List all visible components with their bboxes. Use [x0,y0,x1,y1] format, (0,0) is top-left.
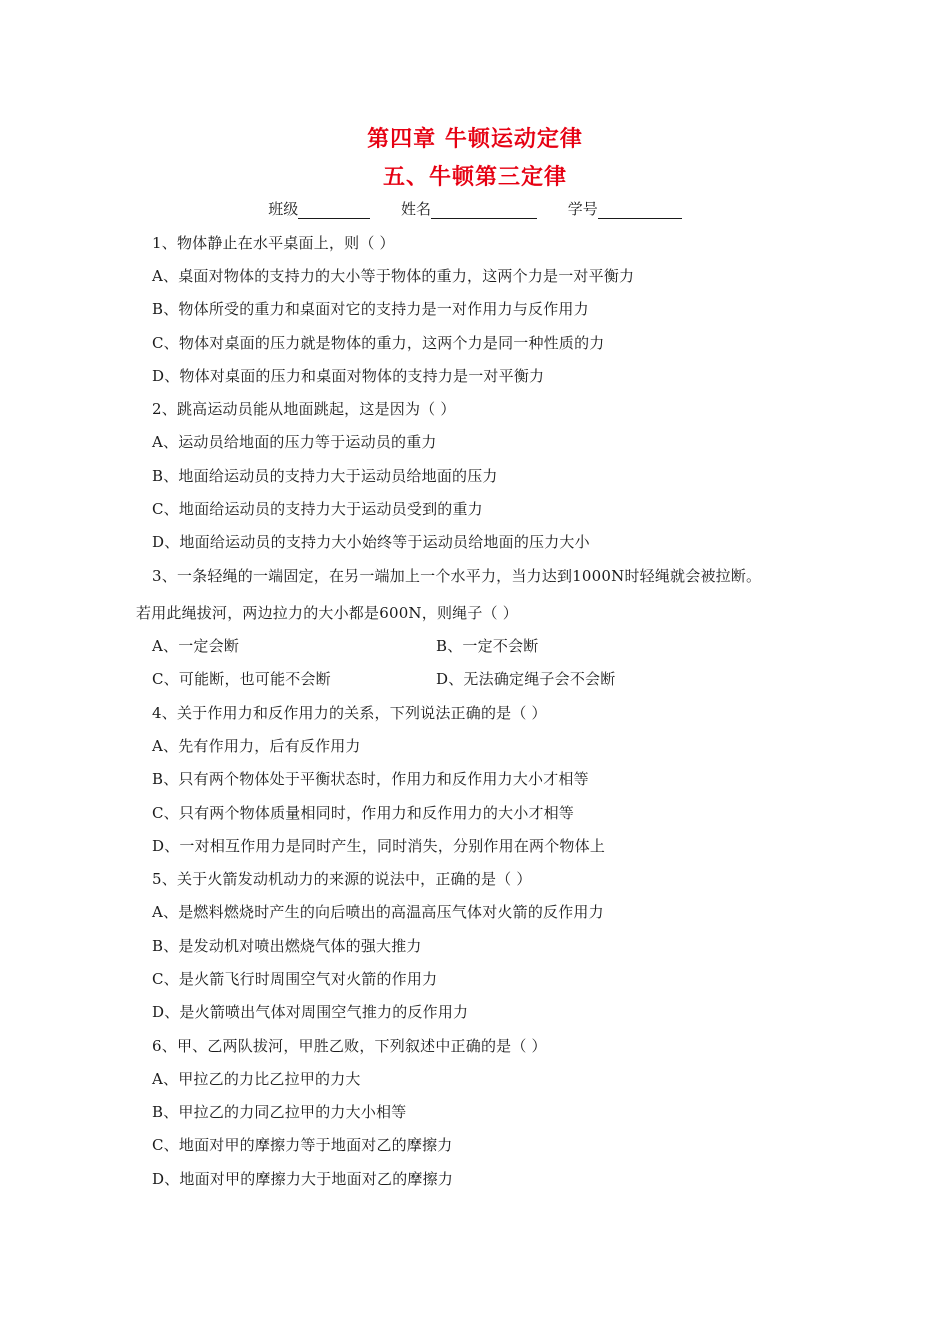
question-4-option-a: A、先有作用力，后有反作用力 [152,737,361,755]
question-5-option-c: C、是火箭飞行时周围空气对火箭的作用力 [152,970,438,988]
question-4-stem: 4、关于作用力和反作用力的关系，下列说法正确的是（ ） [152,704,547,722]
question-4-option-b: B、只有两个物体处于平衡状态时，作用力和反作用力大小才相等 [152,770,589,788]
question-6-stem: 6、甲、乙两队拔河，甲胜乙败，下列叙述中正确的是（ ） [152,1037,547,1055]
question-3-option-a: A、一定会断 [152,637,240,655]
question-3-stem: 3、一条轻绳的一端固定，在另一端加上一个水平力，当力达到1000N时轻绳就会被拉断。 [152,567,762,585]
question-2-option-c: C、地面给运动员的支持力大于运动员受到的重力 [152,500,483,518]
student-id-blank[interactable] [598,202,682,219]
question-1-stem: 1、物体静止在水平桌面上，则（ ） [152,234,395,252]
name-blank[interactable] [431,202,537,219]
question-1-option-c: C、物体对桌面的压力就是物体的重力，这两个力是同一种性质的力 [152,334,605,352]
question-5-stem: 5、关于火箭发动机动力的来源的说法中，正确的是（ ） [152,870,532,888]
question-4-option-c: C、只有两个物体质量相同时，作用力和反作用力的大小才相等 [152,804,575,822]
question-5-option-b: B、是发动机对喷出燃烧气体的强大推力 [152,937,422,955]
question-2-option-b: B、地面给运动员的支持力大于运动员给地面的压力 [152,467,498,485]
class-label: 班级 [268,200,299,218]
question-2-option-d: D、地面给运动员的支持力大小始终等于运动员给地面的压力大小 [152,533,590,551]
question-6-option-a: A、甲拉乙的力比乙拉甲的力大 [152,1070,361,1088]
question-5-option-d: D、是火箭喷出气体对周围空气推力的反作用力 [152,1003,469,1021]
question-4-option-d: D、一对相互作用力是同时产生，同时消失，分别作用在两个物体上 [152,837,606,855]
question-2-stem: 2、跳高运动员能从地面跳起，这是因为（ ） [152,400,456,418]
question-6-option-b: B、甲拉乙的力同乙拉甲的力大小相等 [152,1103,407,1121]
question-3-option-b: B、一定不会断 [436,637,539,655]
question-1-option-a: A、桌面对物体的支持力的大小等于物体的重力，这两个力是一对平衡力 [152,267,635,285]
student-id-label: 学号 [567,200,598,218]
question-3-stem-continued: 若用此绳拔河，两边拉力的大小都是600N，则绳子（ ） [136,604,518,622]
question-6-option-d: D、地面对甲的摩擦力大于地面对乙的摩擦力 [152,1170,454,1188]
class-blank[interactable] [298,202,370,219]
name-label: 姓名 [400,200,431,218]
question-6-option-c: C、地面对甲的摩擦力等于地面对乙的摩擦力 [152,1136,453,1154]
question-3-option-c: C、可能断，也可能不会断 [152,670,331,688]
question-1-option-b: B、物体所受的重力和桌面对它的支持力是一对作用力与反作用力 [152,300,589,318]
chapter-title: 第四章 牛顿运动定律 [367,127,583,152]
question-3-option-d: D、无法确定绳子会不会断 [436,670,616,688]
question-2-option-a: A、运动员给地面的压力等于运动员的重力 [152,433,437,451]
student-info-row [0,198,950,219]
question-5-option-a: A、是燃料燃烧时产生的向后喷出的高温高压气体对火箭的反作用力 [152,903,604,921]
question-1-option-d: D、物体对桌面的压力和桌面对物体的支持力是一对平衡力 [152,367,545,385]
section-title: 五、牛顿第三定律 [382,165,567,190]
